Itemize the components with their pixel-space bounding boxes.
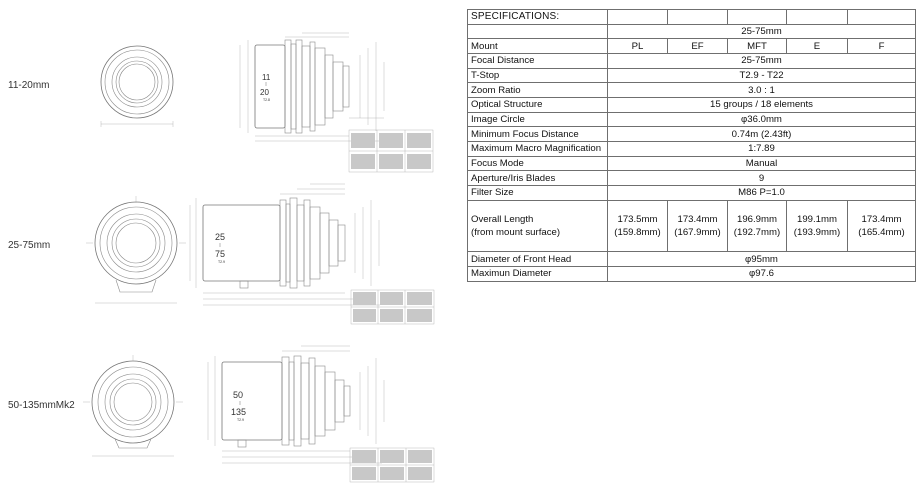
- overall-length-value-alt: (159.8mm): [614, 227, 661, 239]
- spec-label: Maximum Macro Magnification: [468, 142, 608, 157]
- spec-title: SPECIFICATIONS:: [468, 10, 608, 25]
- mount-pl: PL: [608, 39, 668, 54]
- spec-row: [468, 127, 916, 142]
- spec-label: Focal Distance: [468, 54, 608, 69]
- spec-value: T2.9 - T22: [608, 68, 916, 83]
- spec-value: 25-75mm: [608, 54, 916, 69]
- drawing-row-11-20: [8, 33, 433, 172]
- spec-value: 3.0 : 1: [608, 83, 916, 98]
- front-head-row: [468, 252, 916, 267]
- drawing-row-50-135: [8, 346, 434, 482]
- spec-label: Aperture/Iris Blades: [468, 171, 608, 186]
- spec-value: Manual: [608, 156, 916, 171]
- overall-length-value-alt: (192.7mm): [733, 227, 781, 239]
- mount-ef: EF: [668, 39, 728, 54]
- spec-row: [468, 186, 916, 201]
- side-view-25-75: [190, 184, 380, 305]
- spec-value: 15 groups / 18 elements: [608, 98, 916, 113]
- overall-length-pl: [608, 200, 668, 252]
- front-view-11-20: [101, 46, 173, 127]
- overall-length-value-alt: (193.9mm): [793, 227, 841, 239]
- row-label-25-75: 25-75mm: [8, 240, 51, 251]
- overall-length-row: [468, 200, 916, 252]
- spec-value: M86 P=1.0: [608, 186, 916, 201]
- lens-mark-top-25-75: 25: [215, 232, 226, 242]
- overall-length-label-line1: Overall Length: [471, 214, 534, 226]
- spec-label: Focus Mode: [468, 156, 608, 171]
- spec-label: Zoom Ratio: [468, 83, 608, 98]
- mount-grid-25-75: [351, 290, 434, 324]
- lens-mark-bottom-11-20: 20: [260, 88, 269, 97]
- mount-mft: MFT: [728, 39, 787, 54]
- lens-mark-top-11-20: 11: [262, 73, 271, 82]
- spec-row: [468, 83, 916, 98]
- overall-length-value: 173.5mm: [617, 214, 658, 226]
- drawing-row-25-75: [8, 184, 434, 324]
- row-label-50-135: 50-135mmMk2: [8, 400, 75, 411]
- lens-mark-bottom-25-75: 75: [215, 249, 226, 259]
- max-diameter-value: φ97.6: [608, 267, 916, 282]
- spec-label: Minimum Focus Distance: [468, 127, 608, 142]
- front-view-25-75: [86, 196, 186, 303]
- overall-length-value: 173.4mm: [861, 214, 902, 226]
- spec-mount-row: [468, 39, 916, 54]
- spec-label: Optical Structure: [468, 98, 608, 113]
- spec-row: [468, 98, 916, 113]
- overall-length-ef: [668, 200, 728, 252]
- side-view-50-135: [208, 346, 384, 463]
- focal-header: 25-75mm: [608, 24, 916, 39]
- front-head-label: Diameter of Front Head: [468, 252, 608, 267]
- overall-length-value-alt: (165.4mm): [858, 227, 905, 239]
- mount-e: E: [787, 39, 848, 54]
- spec-row: [468, 112, 916, 127]
- spec-value: 9: [608, 171, 916, 186]
- spec-row: [468, 156, 916, 171]
- overall-length-f: [848, 200, 916, 252]
- mount-label: Mount: [468, 39, 608, 54]
- lens-mark-sub-25-75: T2.9: [218, 260, 226, 264]
- overall-length-mft: [728, 200, 787, 252]
- mount-grid-50-135: [350, 448, 434, 482]
- spec-row: [468, 142, 916, 157]
- spec-row: [468, 171, 916, 186]
- spec-value: 0.74m (2.43ft): [608, 127, 916, 142]
- specifications-table: [467, 9, 916, 282]
- lens-mark-sub-11-20: T2.8: [263, 98, 271, 102]
- overall-length-label: [468, 200, 608, 252]
- overall-length-value-alt: (167.9mm): [674, 227, 721, 239]
- overall-length-value: 196.9mm: [737, 214, 777, 226]
- spec-title-row: [468, 10, 916, 25]
- overall-length-value: 173.4mm: [677, 214, 718, 226]
- front-view-50-135: [83, 355, 183, 456]
- spec-focal-header-row: [468, 24, 916, 39]
- front-head-value: φ95mm: [608, 252, 916, 267]
- side-view-11-20: [240, 33, 384, 141]
- lens-mark-top-50-135: 50: [233, 390, 244, 400]
- mount-grid-11-20: [349, 130, 433, 172]
- max-diameter-row: [468, 267, 916, 282]
- spec-value: φ36.0mm: [608, 112, 916, 127]
- max-diameter-label: Maximun Diameter: [468, 267, 608, 282]
- spec-row: [468, 54, 916, 69]
- overall-length-e: [787, 200, 848, 252]
- overall-length-label-line2: (from mount surface): [471, 227, 561, 239]
- lens-mark-sub-50-135: T2.9: [237, 418, 245, 422]
- row-label-11-20: 11-20mm: [8, 80, 50, 91]
- spec-label: Image Circle: [468, 112, 608, 127]
- spec-row: [468, 68, 916, 83]
- spec-label: Filter Size: [468, 186, 608, 201]
- lens-mark-bottom-50-135: 135: [231, 407, 247, 417]
- spec-label: T-Stop: [468, 68, 608, 83]
- mount-f: F: [848, 39, 916, 54]
- spec-value: 1:7.89: [608, 142, 916, 157]
- overall-length-value: 199.1mm: [797, 214, 837, 226]
